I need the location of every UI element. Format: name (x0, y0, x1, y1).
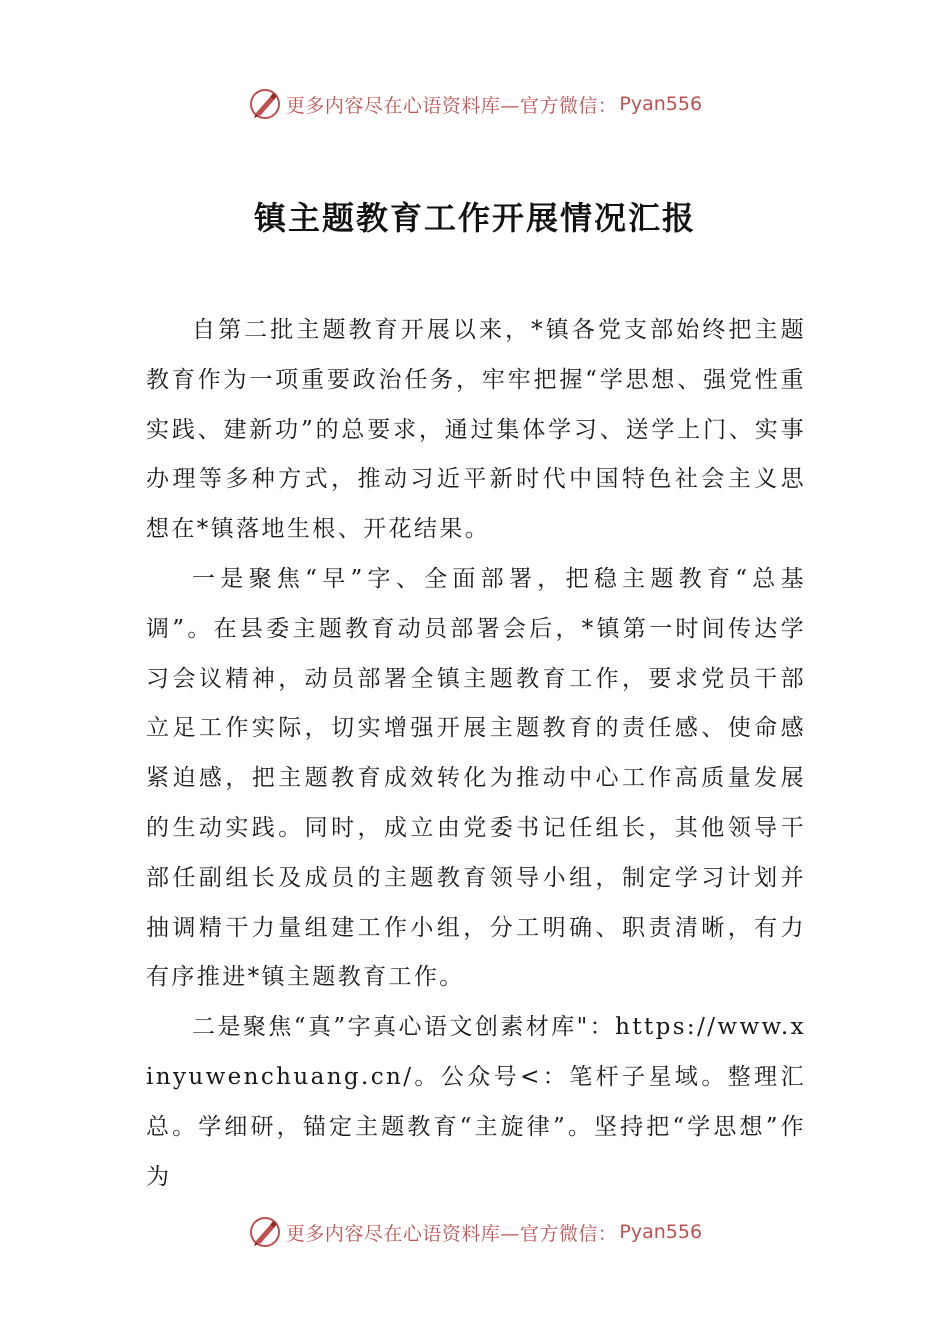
watermark-text: 更多内容尽在心语资料库—官方微信： (285, 1222, 618, 1245)
watermark-wechat-id: Pyan556 (619, 1221, 703, 1243)
paragraph-point-two: 二是聚焦“真”字真心语文创素材库"：https://www.xinyuwenchuang.cn/。公众号<：笔杆子星域。整理汇总。学细研，锚定主题教育“主旋律”。坚持把“学思想”作为 (146, 1014, 806, 1190)
document-title: 镇主题教育工作开展情况汇报 (253, 199, 696, 238)
pen-logo-icon (248, 87, 282, 121)
watermark-text: 更多内容尽在心语资料库—官方微信： (285, 94, 618, 117)
watermark-wechat-id: Pyan556 (619, 93, 703, 115)
watermark-footer (0, 1212, 950, 1252)
watermark-header (0, 84, 950, 124)
paragraph-point-one: 一是聚焦“早”字、全面部署，把稳主题教育“总基调”。在县委主题教育动员部署会后，*镇第一时间传达学习会议精神，动员部署全镇主题教育工作，要求党员干部立足工作实际，切实增强开展主题教育的责任感、使命感紧迫感，把主题教育成效转化为推动中心工作高质量发展的生动实践。同时，成立由党委书记任组长，其他领导干部任副组长及成员的主题教育领导小组，制定学习计划并抽调精干力量组建工作小组，分工明确、职责清晰，有力有序推进*镇主题教育工作。 (146, 565, 806, 991)
pen-logo-icon (248, 1215, 282, 1249)
document-body (146, 306, 806, 1202)
paragraph-intro: 自第二批主题教育开展以来，*镇各党支部始终把主题教育作为一项重要政治任务，牢牢把握“学思想、强党性重实践、建新功”的总要求，通过集体学习、送学上门、实事办理等多种方式，推动习近平新时代中国特色社会主义思想在*镇落地生根、开花结果。 (146, 317, 806, 543)
